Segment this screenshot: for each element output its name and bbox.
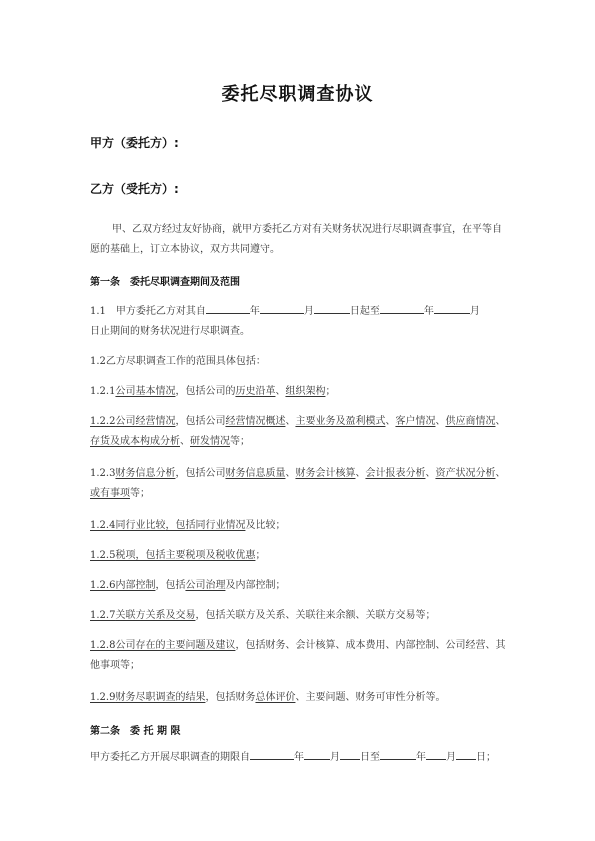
clause-1-2-9 [90,688,510,708]
clause-1-2-7 [90,606,510,626]
article-2-title: 委 托 期 限 [130,726,181,737]
article-2-number: 第二条 [90,726,120,737]
underlined-term: 内部控制 [115,580,156,591]
underlined-term: 或有事项 [90,488,130,499]
underlined-term: 存货及成本构成分析 [90,436,180,447]
clause-text: 、主要问题、财务可审性分析等。 [295,692,446,703]
clause-text: 、 [180,436,190,447]
article-1-heading [90,273,250,288]
clause-text: 、 [495,468,506,479]
article-1-number: 第一条 [90,277,120,288]
month-label: 月 [303,306,314,317]
article-2-heading [90,722,190,737]
clause-text: 、 [275,386,286,397]
blank-field[interactable] [304,749,330,760]
clause-text: 日； [476,752,496,763]
blank-field[interactable] [380,303,424,314]
underlined-term: 资产状况分析 [435,468,496,479]
clause-number: 1.2.4 [90,520,116,531]
document-title: 委托尽职调查协议 [221,84,374,105]
blank-field[interactable] [380,749,416,760]
clause-text: ，包括财务 [205,692,256,703]
clause-text: ，包括公司的 [175,386,236,397]
clause-1-2-6 [90,576,510,596]
underlined-term: 财务信息分析 [115,468,176,479]
underlined-term: 公司经营情况 [115,416,176,427]
blank-field[interactable] [250,749,294,760]
clause-1-1-prefix: 1.1 甲方委托乙方对其自 [90,306,206,317]
year-label: 年 [423,306,434,317]
underlined-term: 主要业务及盈利模式 [295,416,386,427]
clause-number: 1.2.2 [90,416,116,427]
intro-paragraph: 甲、乙双方经过友好协商，就甲方委托乙方对有关财务状况进行尽职调查事宜，在平等自愿的基础上，订立本协议，双方共同遵守。 [90,224,502,255]
clause-2 [90,748,510,768]
blank-field[interactable] [434,303,470,314]
clause-text: 、 [285,416,296,427]
clause-number: 1.2.1 [90,386,116,397]
clause-text: ，包括公司 [175,468,226,479]
day-label: 日起至 [349,306,380,317]
blank-field[interactable] [340,749,360,760]
clause-text: 等； [130,488,150,499]
clause-text: 、 [285,468,296,479]
clause-text: 、 [435,416,446,427]
clause-1-2-5 [90,546,510,566]
underlined-term: 关联方关系及交易 [115,610,196,621]
clause-number: 1.2.5 [90,550,116,561]
clause-number: 1.2.6 [90,580,116,591]
underlined-term: 会计报表分析 [365,468,426,479]
clause-number: 1.2.7 [90,610,116,621]
clause-1-2-2 [90,412,510,452]
year-label: 年 [416,752,426,763]
clause-1-2-8 [90,636,510,676]
party-b-label: 乙方（受托方）: [90,182,179,196]
clause-1-2-3 [90,464,510,504]
clause-text: ； [255,550,266,561]
clause-text: 及比较； [245,520,286,531]
underlined-term: 财务会计核算 [295,468,356,479]
clause-number: 1.2.3 [90,468,116,479]
clause-1-2-1 [90,382,510,402]
clause-1-1-suffix: 日止期间的财务状况进行尽职调查。 [90,326,250,337]
month-label: 月 [330,752,340,763]
clause-text: ； [325,386,336,397]
clause-1-1 [90,302,510,342]
underlined-term: 客户情况 [395,416,436,427]
underlined-term: 供应商情况 [445,416,496,427]
clause-text: 及内部控制； [225,580,286,591]
underlined-term: 财务信息质量 [225,468,286,479]
underlined-term: 公司存在的主要问题及建议 [115,640,236,651]
clause-1-2-4 [90,516,510,536]
underlined-term: 经营情况概述 [225,416,286,427]
year-label: 年 [294,752,304,763]
blank-field[interactable] [456,749,476,760]
clause-number: 1.2.9 [90,692,116,703]
year-label: 年 [249,306,260,317]
blank-field[interactable] [260,303,304,314]
underlined-term: 同行业比较 [115,520,166,531]
article-1-title: 委托尽职调查期间及范围 [130,277,240,288]
underlined-term: 公司基本情况 [115,386,176,397]
clause-text: ，包括关联方及关系、关联往来余额、关联方交易等； [195,610,436,621]
month-label: 月 [469,306,480,317]
blank-field[interactable] [314,303,350,314]
clause-text: 、 [425,468,436,479]
underlined-term: 历史沿革 [235,386,276,397]
clause-text: 、 [355,468,366,479]
clause-number: 1.2.8 [90,640,116,651]
underlined-term: 税项，包括主要税项及税收优惠 [115,550,256,561]
blank-field[interactable] [426,749,446,760]
clause-1-2: 1.2乙方尽职调查工作的范围具体包括： [90,356,266,367]
clause-text: ，包括财务、会计核算、成本费用、内部控制、公司经营、其他事项等； [90,640,506,671]
blank-field[interactable] [206,303,250,314]
clause-text: ，包括公司 [175,416,226,427]
underlined-term: 研发情况 [190,436,230,447]
clause-text: 、 [385,416,396,427]
day-label: 日至 [360,752,380,763]
party-a-label: 甲方（委托方）: [90,136,179,150]
month-label: 月 [446,752,456,763]
underlined-term: 财务尽职调查的结果 [115,692,206,703]
underlined-term: 公司治理 [185,580,226,591]
clause-text: ，包括 [155,580,186,591]
underlined-term: 组织架构 [285,386,326,397]
clause-text: 甲方委托乙方开展尽职调查的期限自 [90,752,250,763]
clause-text: 等； [230,436,250,447]
underlined-term: 总体评价 [255,692,296,703]
clause-text: 、 [495,416,506,427]
underlined-term: ，包括同行业情况 [165,520,246,531]
